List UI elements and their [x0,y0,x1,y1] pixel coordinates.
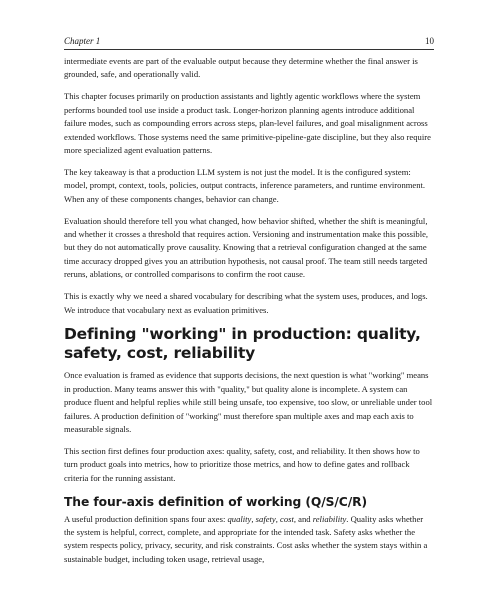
body-paragraph: Evaluation should therefore tell you what changed, how behavior shifted, whether the shift is meaningful, and whether it crosses a threshold that requires action. Versioning and instrumentation make this possible, but they do not automatically prove causality. Knowing that a retrieval configuration changed at the same time accuracy dropped gives you an attribution hypothesis, not causal proof. The team still needs targeted reruns, ablations, or controlled comparisons to confirm the root cause. [64,215,429,280]
para-lead: A useful production definition spans four axes: [64,513,228,524]
body-paragraph [64,513,434,567]
body-paragraph: This chapter focuses primarily on production assistants and lightly agentic workflows where the system performs bounded tool use inside a product task. Longer-horizon planning agents introduce additional failure modes, such as compounding errors across steps, plan-level failures, and goal misalignment across extended workflows. Those systems need the same primitive-pipeline-gate discipline, but they also require more specialized agent evaluation patterns. [64,91,431,155]
separator: , [251,513,256,524]
body-paragraph: intermediate events are part of the evaluable output because they determine whether the final answer is grounded, safe, and operationally valid. [64,56,418,80]
axis-term-safety: safety [255,513,276,524]
section-heading: Defining "working" in production: quality, safety, cost, reliability [64,325,421,363]
axis-term-quality: quality [227,513,252,524]
separator: , and [293,513,313,524]
axis-term-reliability: reliability [312,513,347,524]
para-rest: . Quality asks whether the system is helpful, correct, complete, and appropriate for the intended task. Safety asks whether the system respects policy, privacy, security, and risk constraints. Cost asks whether the system stays within a sustainable budget, including token usage, retrieval usage, [64,513,428,564]
body-paragraph: The key takeaway is that a production LLM system is not just the model. It is the configured system: model, prompt, context, tools, policies, output contracts, inference parameters, and runtime environment. When any of these components changes, behavior can change. [64,166,426,204]
axis-term-cost: cost [280,513,294,524]
body-paragraph: Once evaluation is framed as evidence that supports decisions, the next question is what "working" means in production. Many teams answer this with "quality," but quality alone is incomplete. A system can produce fluent and helpful replies while still being unsafe, too expensive, too slow, or unreliable under tool failures. A production definition of "working" must therefore span multiple axes and map each axis to measurable signals. [64,370,433,435]
subsection-heading: The four-axis definition of working (Q/S/C/R) [64,494,367,509]
page [64,36,434,575]
page-number: 10 [425,36,434,46]
body-paragraph: This section first defines four production axes: quality, safety, cost, and reliability. It then shows how to turn product goals into metrics, how to prioritize those metrics, and how to define gates and rollback criteria for the running assistant. [64,445,420,483]
running-header [64,36,434,50]
body-paragraph: This is exactly why we need a shared vocabulary for describing what the system uses, produces, and logs. We introduce that vocabulary next as evaluation primitives. [64,291,428,315]
separator: , [275,513,281,524]
chapter-label: Chapter 1 [64,36,101,46]
